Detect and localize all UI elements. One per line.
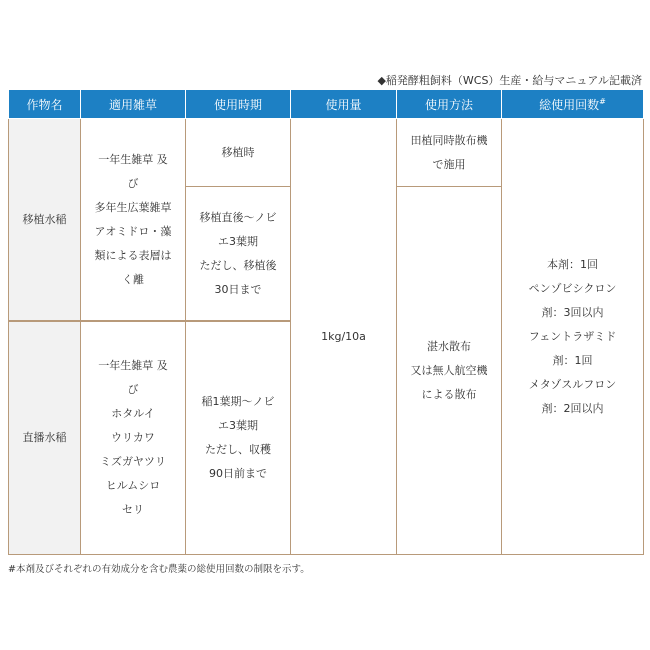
weed-line: び — [127, 176, 139, 190]
timing-line: 稲1葉期～ノビ — [201, 395, 275, 408]
method-cell-transplant-a — [397, 119, 502, 187]
weed-line: セリ — [122, 503, 144, 516]
method-cell-shared — [397, 187, 502, 555]
weed-line: ミズガヤツリ — [100, 455, 166, 468]
header-method: 使用方法 — [397, 90, 502, 119]
table-row — [9, 119, 644, 187]
total-uses-line: 本剤：1回 — [547, 257, 598, 271]
weed-line: アオミドロ・藻 — [94, 224, 172, 238]
header-amount: 使用量 — [291, 90, 397, 119]
weed-line: ホタルイ — [111, 407, 155, 420]
method-line: 湛水散布 — [427, 339, 471, 353]
amount-cell: 1kg/10a — [291, 119, 397, 555]
total-uses-cell — [502, 119, 644, 555]
total-uses-line: 剤：3回以内 — [541, 305, 604, 319]
weed-line: ヒルムシロ — [105, 479, 161, 492]
weed-line: 一年生雑草 及 — [98, 152, 168, 166]
timing-line: ただし、収穫 — [205, 443, 271, 456]
method-line: による散布 — [421, 387, 477, 401]
header-row — [9, 90, 644, 119]
method-line: 田植同時散布機 — [410, 133, 488, 147]
timing-cell-transplant-a — [186, 119, 291, 187]
header-total-uses — [502, 90, 644, 119]
header-total-uses-label: 総使用回数 — [539, 97, 600, 112]
timing-line: エ3葉期 — [218, 419, 258, 432]
header-total-uses-mark: # — [599, 96, 606, 106]
total-uses-line: ペンゾビシクロン — [528, 281, 617, 295]
weed-line: 多年生広葉雑草 — [94, 200, 172, 214]
total-uses-line: メタゾスルフロン — [528, 377, 617, 391]
crop-cell-direct: 直播水稲 — [9, 322, 81, 555]
timing-line: 30日まで — [214, 282, 262, 296]
header-weed: 適用雑草 — [81, 90, 186, 119]
crop-cell-transplant: 移植水稲 — [9, 119, 81, 321]
header-timing: 使用時期 — [186, 90, 291, 119]
timing-line: エ3葉期 — [218, 234, 258, 248]
weed-line: 一年生雑草 及 — [98, 359, 168, 372]
timing-line: ただし、移植後 — [199, 258, 277, 272]
weed-cell-transplant — [81, 119, 186, 321]
timing-cell-direct — [186, 322, 291, 555]
usage-table — [8, 89, 644, 555]
footnote: #本剤及びそれぞれの有効成分を含む農薬の総使用回数の制限を示す。 — [8, 564, 310, 575]
method-line: 又は無人航空機 — [410, 363, 488, 377]
weed-line: び — [127, 383, 139, 396]
weed-line: 類による表層は — [94, 248, 172, 262]
weed-line: ウリカワ — [111, 431, 155, 444]
weed-cell-direct — [81, 322, 186, 555]
total-uses-line: 剤：2回以内 — [541, 401, 604, 415]
timing-line: 移植直後～ノビ — [199, 210, 277, 224]
timing-line: 移植時 — [221, 145, 255, 159]
total-uses-line: 剤：1回 — [552, 353, 593, 367]
timing-cell-transplant-b — [186, 187, 291, 321]
weed-line: く離 — [122, 272, 144, 286]
manual-note: ◆稲発酵粗飼料（WCS）生産・給与マニュアル記載済 — [377, 74, 642, 87]
header-crop: 作物名 — [9, 90, 81, 119]
method-line: で施用 — [432, 157, 466, 171]
total-uses-line: フェントラザミド — [528, 329, 617, 343]
timing-line: 90日前まで — [209, 467, 267, 480]
